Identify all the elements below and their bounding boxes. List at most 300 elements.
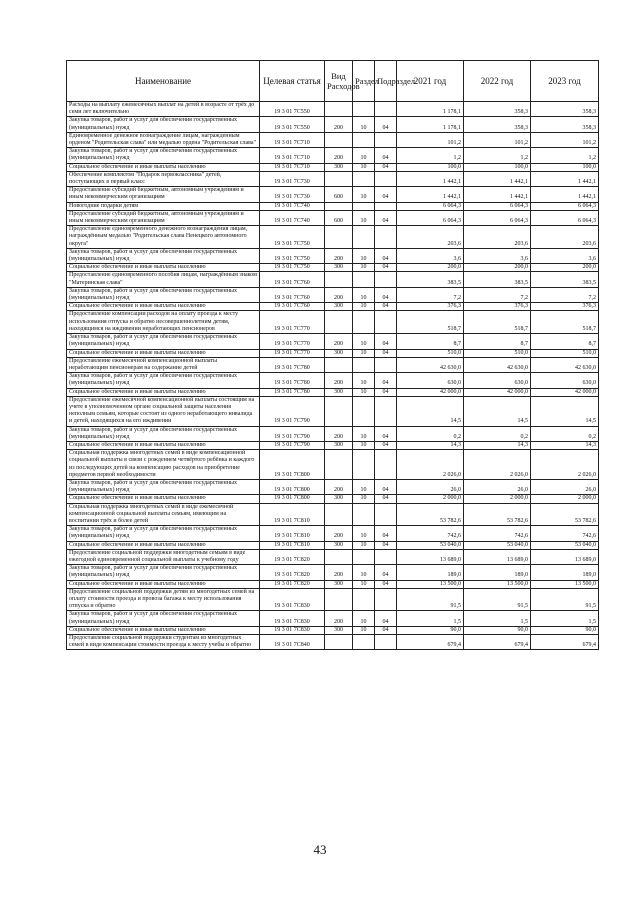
row-amount-2023: 376,3 [531,303,599,311]
table-row [67,148,599,163]
row-expense-type: 600 [325,210,353,225]
row-section: 10 [353,626,375,634]
row-amount-2023: 630,0 [531,373,599,388]
row-section [353,132,375,147]
row-subsection: 04 [375,565,397,580]
row-article: 19 3 01 7С840 [260,635,325,650]
row-subsection: 04 [375,248,397,263]
row-name: Закупка товаров, работ и услуг для обеспечения государственных (муниципальных) нужд [67,287,260,302]
table-body [67,102,599,650]
row-amount-2021: 13 500,0 [397,580,464,588]
table-row [67,187,599,202]
row-amount-2021: 53 040,0 [397,541,464,549]
row-amount-2023: 100,0 [531,163,599,171]
table-header-row [67,61,599,102]
row-expense-type: 300 [325,349,353,357]
row-name: Социальная поддержка многодетных семей в виде компенсационной социальной выплаты в связи с рождением четвёртого ребёнка и каждого из последующих детей на компенсацию расходов на приобретение предметов первой необходимости [67,450,260,480]
row-section: 10 [353,373,375,388]
row-section: 10 [353,541,375,549]
row-subsection: 04 [375,303,397,311]
row-amount-2023: 3,6 [531,248,599,263]
row-article: 19 3 01 7С770 [260,349,325,357]
header-section: Раздел [353,61,375,102]
row-section: 10 [353,163,375,171]
row-subsection [375,635,397,650]
row-article: 19 3 01 7С800 [260,450,325,480]
row-amount-2021: 13 689,0 [397,549,464,564]
row-amount-2022: 3,6 [464,248,531,263]
row-name: Предоставление единовременного пособия лицам, награждённым знаком "Материнская слава" [67,272,260,287]
row-amount-2022: 1,5 [464,611,531,626]
row-amount-2023: 518,7 [531,311,599,334]
row-article: 19 3 01 7С820 [260,580,325,588]
row-amount-2023: 679,4 [531,635,599,650]
row-amount-2023: 42 630,0 [531,357,599,372]
row-amount-2023: 189,0 [531,565,599,580]
row-subsection: 04 [375,287,397,302]
row-section [353,272,375,287]
row-subsection: 04 [375,580,397,588]
row-subsection [375,132,397,147]
header-2022: 2022 год [464,61,531,102]
row-subsection: 04 [375,117,397,132]
row-article: 19 3 01 7С750 [260,264,325,272]
row-amount-2023: 358,3 [531,117,599,132]
row-amount-2021: 53 782,6 [397,503,464,526]
row-amount-2022: 203,6 [464,226,531,249]
row-name: Социальное обеспечение и иные выплаты населению [67,388,260,396]
row-name: Закупка товаров, работ и услуг для обеспечения государственных (муниципальных) нужд [67,117,260,132]
row-article: 19 3 01 7С710 [260,148,325,163]
table-row [67,163,599,171]
row-amount-2023: 200,0 [531,264,599,272]
row-amount-2022: 53 782,6 [464,503,531,526]
header-2021: 2021 год [397,61,464,102]
row-subsection [375,272,397,287]
row-amount-2022: 200,0 [464,264,531,272]
header-article: Целевая статья [260,61,325,102]
row-article: 19 3 01 7С760 [260,287,325,302]
row-amount-2022: 7,2 [464,287,531,302]
row-amount-2023: 358,3 [531,102,599,117]
row-amount-2021: 200,0 [397,264,464,272]
table-row [67,549,599,564]
row-article: 19 3 01 7С770 [260,311,325,334]
row-amount-2023: 0,2 [531,426,599,441]
row-name: Закупка товаров, работ и услуг для обеспечения государственных (муниципальных) нужд [67,479,260,494]
row-subsection: 04 [375,148,397,163]
row-subsection: 04 [375,187,397,202]
row-name: Единовременное денежное вознаграждение лицам, награжденным орденом "Родительская слава" или медалью ордена "Родительская слава" [67,132,260,147]
table-row [67,210,599,225]
table-row [67,541,599,549]
row-amount-2022: 91,5 [464,588,531,611]
row-section: 10 [353,303,375,311]
row-amount-2022: 90,0 [464,626,531,634]
row-expense-type [325,272,353,287]
row-section: 10 [353,441,375,449]
row-name: Предоставление ежемесячной компенсационной выплаты состоящим на учете в уполномоченном органе социальной защиты населения неполным семьям, которые состоят из одного неработающего инвалида и детей, находящихся на его иждивении [67,396,260,426]
row-amount-2022: 0,2 [464,426,531,441]
row-amount-2022: 6 064,3 [464,210,531,225]
table-row [67,132,599,147]
row-expense-type: 300 [325,495,353,503]
row-expense-type: 200 [325,526,353,541]
row-article: 19 3 01 7С710 [260,132,325,147]
row-name: Социальная поддержка многодетных семей в виде ежемесячной компенсационной социальной выплаты семьям, имеющим на воспитании трёх и более детей [67,503,260,526]
row-amount-2021: 189,0 [397,565,464,580]
row-article: 19 3 01 7С770 [260,334,325,349]
row-expense-type: 200 [325,611,353,626]
row-expense-type [325,132,353,147]
row-amount-2021: 6 064,3 [397,210,464,225]
row-name: Закупка товаров, работ и услуг для обеспечения государственных (муниципальных) нужд [67,426,260,441]
row-amount-2022: 101,2 [464,132,531,147]
row-subsection [375,503,397,526]
row-amount-2021: 518,7 [397,311,464,334]
row-section: 10 [353,388,375,396]
row-expense-type [325,357,353,372]
row-name: Обеспечение комплектом "Подарок первоклассника" детей, поступающих в первый класс [67,171,260,186]
row-subsection [375,357,397,372]
row-section: 10 [353,526,375,541]
row-amount-2023: 1 442,1 [531,187,599,202]
row-amount-2022: 742,6 [464,526,531,541]
row-section [353,171,375,186]
row-amount-2022: 13 689,0 [464,549,531,564]
row-name: Предоставление компенсации расходов на оплату проезда к месту использования отпуска и обратно несовершеннолетним детям, находящимся на иждивении неработающих пенсионеров [67,311,260,334]
row-name: Предоставление социальной поддержки детям из многодетных семей на оплату стоимости проезда и провоза багажа к месту использования отпуска и обратно [67,588,260,611]
row-article: 19 3 01 7С800 [260,479,325,494]
row-amount-2023: 2 026,0 [531,450,599,480]
row-amount-2021: 1 442,1 [397,187,464,202]
row-name: Предоставление субсидий бюджетным, автономным учреждениям и иным некоммерческим организациям [67,187,260,202]
table-row [67,503,599,526]
row-article: 19 3 01 7С830 [260,626,325,634]
row-amount-2023: 91,5 [531,588,599,611]
row-section [353,102,375,117]
row-subsection [375,171,397,186]
row-expense-type: 200 [325,334,353,349]
row-section: 10 [353,148,375,163]
row-name: Предоставление ежемесячной компенсационной выплаты неработающим пенсионерам на содержание детей [67,357,260,372]
row-section: 10 [353,287,375,302]
row-name: Социальное обеспечение и иные выплаты населению [67,541,260,549]
row-section: 10 [353,580,375,588]
row-subsection [375,202,397,210]
row-section [353,588,375,611]
row-subsection: 04 [375,334,397,349]
row-amount-2022: 53 040,0 [464,541,531,549]
row-amount-2022: 8,7 [464,334,531,349]
row-subsection: 04 [375,388,397,396]
table-row [67,450,599,480]
table-row [67,396,599,426]
table-row [67,388,599,396]
row-article: 19 3 01 7С760 [260,272,325,287]
row-expense-type [325,311,353,334]
row-expense-type: 300 [325,163,353,171]
row-expense-type [325,450,353,480]
row-article: 19 3 01 7С750 [260,248,325,263]
row-expense-type [325,102,353,117]
row-expense-type: 200 [325,479,353,494]
row-subsection: 04 [375,611,397,626]
row-section [353,226,375,249]
row-amount-2022: 2 026,0 [464,450,531,480]
row-name: Закупка товаров, работ и услуг для обеспечения государственных (муниципальных) нужд [67,334,260,349]
row-amount-2023: 8,7 [531,334,599,349]
row-amount-2023: 203,6 [531,226,599,249]
table-row [67,303,599,311]
header-expense-type: Вид Расходов [325,61,353,102]
table-row [67,171,599,186]
row-amount-2022: 42 630,0 [464,357,531,372]
row-subsection [375,226,397,249]
row-section [353,357,375,372]
row-article: 19 3 01 7С550 [260,117,325,132]
row-expense-type: 300 [325,303,353,311]
row-expense-type: 200 [325,565,353,580]
row-name: Предоставление субсидий бюджетным, автономным учреждениям и иным некоммерческим организациям [67,210,260,225]
table-row [67,479,599,494]
row-article: 19 3 01 7С830 [260,588,325,611]
row-amount-2021: 90,0 [397,626,464,634]
row-section [353,549,375,564]
row-amount-2023: 13 500,0 [531,580,599,588]
row-article: 19 3 01 7С780 [260,357,325,372]
row-amount-2021: 2 000,0 [397,495,464,503]
row-amount-2021: 742,6 [397,526,464,541]
row-section: 10 [353,117,375,132]
row-amount-2021: 101,2 [397,132,464,147]
table-row [67,311,599,334]
row-amount-2023: 383,5 [531,272,599,287]
row-article: 19 3 01 7С710 [260,163,325,171]
row-amount-2021: 7,2 [397,287,464,302]
row-amount-2021: 26,0 [397,479,464,494]
table-row [67,334,599,349]
row-subsection: 04 [375,163,397,171]
row-expense-type: 200 [325,148,353,163]
row-section [353,635,375,650]
row-article: 19 3 01 7С730 [260,171,325,186]
row-amount-2022: 679,4 [464,635,531,650]
table-row [67,635,599,650]
row-name: Закупка товаров, работ и услуг для обеспечения государственных (муниципальных) нужд [67,565,260,580]
row-amount-2021: 0,2 [397,426,464,441]
row-amount-2022: 518,7 [464,311,531,334]
row-expense-type [325,635,353,650]
row-subsection: 04 [375,495,397,503]
row-amount-2022: 14,3 [464,441,531,449]
row-amount-2021: 2 026,0 [397,450,464,480]
row-amount-2023: 14,3 [531,441,599,449]
row-subsection [375,588,397,611]
row-section: 10 [353,565,375,580]
row-section: 10 [353,611,375,626]
row-amount-2023: 101,2 [531,132,599,147]
table-row [67,117,599,132]
row-name: Социальное обеспечение и иные выплаты населению [67,349,260,357]
row-amount-2021: 1 178,1 [397,117,464,132]
row-amount-2023: 53 040,0 [531,541,599,549]
row-article: 19 3 01 7С790 [260,426,325,441]
row-name: Предоставление единовременного денежного вознаграждения лицам, награждённым медалью "Родительская слава Ненецкого автономного округа" [67,226,260,249]
row-article: 19 3 01 7С810 [260,541,325,549]
row-name: Предоставление социальной поддержки студентам из многодетных семей в виде компенсации стоимости проезда к месту учебы и обратно [67,635,260,650]
row-expense-type [325,503,353,526]
row-article: 19 3 01 7С820 [260,565,325,580]
row-amount-2021: 3,6 [397,248,464,263]
row-article: 19 3 01 7С800 [260,495,325,503]
row-expense-type [325,226,353,249]
row-amount-2022: 26,0 [464,479,531,494]
row-amount-2023: 2 000,0 [531,495,599,503]
row-section: 10 [353,349,375,357]
row-amount-2022: 358,3 [464,102,531,117]
row-amount-2021: 1 178,1 [397,102,464,117]
row-subsection: 04 [375,626,397,634]
row-amount-2022: 2 000,0 [464,495,531,503]
row-amount-2021: 1,5 [397,611,464,626]
row-expense-type [325,202,353,210]
row-subsection: 04 [375,264,397,272]
row-name: Социальное обеспечение и иные выплаты населению [67,626,260,634]
table-row [67,588,599,611]
table-row [67,426,599,441]
table-row [67,526,599,541]
row-name: Закупка товаров, работ и услуг для обеспечения государственных (муниципальных) нужд [67,148,260,163]
row-expense-type: 300 [325,388,353,396]
row-name: Новогодние подарки детям [67,202,260,210]
row-name: Расходы на выплату ежемесячных выплат на детей в возрасте от трёх до семи лет включительно [67,102,260,117]
row-amount-2022: 358,3 [464,117,531,132]
table-row [67,565,599,580]
row-expense-type: 300 [325,441,353,449]
row-amount-2022: 13 500,0 [464,580,531,588]
row-section [353,311,375,334]
row-amount-2023: 1,2 [531,148,599,163]
table-row [67,349,599,357]
row-amount-2023: 90,0 [531,626,599,634]
row-name: Предоставление социальной поддержки многодетным семьям в виде ежегодной единовременной социальной выплаты к учебному году [67,549,260,564]
header-subsection: Подраздел [375,61,397,102]
row-expense-type: 200 [325,117,353,132]
row-amount-2021: 1,2 [397,148,464,163]
row-expense-type [325,588,353,611]
row-amount-2023: 6 064,3 [531,210,599,225]
table-row [67,373,599,388]
row-amount-2022: 100,0 [464,163,531,171]
table-row [67,226,599,249]
row-section [353,396,375,426]
row-name: Социальное обеспечение и иные выплаты населению [67,580,260,588]
row-article: 19 3 01 7С820 [260,549,325,564]
row-article: 19 3 01 7С760 [260,303,325,311]
row-article: 19 3 01 7С550 [260,102,325,117]
row-expense-type: 300 [325,626,353,634]
row-expense-type: 200 [325,248,353,263]
row-amount-2023: 13 689,0 [531,549,599,564]
row-subsection: 04 [375,479,397,494]
row-article: 19 3 01 7С740 [260,210,325,225]
page-number: 43 [313,842,327,857]
table-row [67,580,599,588]
row-amount-2023: 26,0 [531,479,599,494]
row-article: 19 3 01 7С750 [260,226,325,249]
table-row [67,626,599,634]
row-amount-2023: 42 000,0 [531,388,599,396]
row-amount-2022: 510,0 [464,349,531,357]
row-section: 10 [353,495,375,503]
row-amount-2022: 14,5 [464,396,531,426]
row-name: Социальное обеспечение и иные выплаты населению [67,163,260,171]
row-name: Закупка товаров, работ и услуг для обеспечения государственных (муниципальных) нужд [67,611,260,626]
row-expense-type [325,171,353,186]
row-amount-2021: 14,3 [397,441,464,449]
row-section: 10 [353,426,375,441]
row-amount-2021: 383,5 [397,272,464,287]
row-subsection: 04 [375,441,397,449]
row-article: 19 3 01 7С730 [260,187,325,202]
row-article: 19 3 01 7С740 [260,202,325,210]
row-name: Социальное обеспечение и иные выплаты населению [67,264,260,272]
row-amount-2023: 1 442,1 [531,171,599,186]
row-amount-2021: 91,5 [397,588,464,611]
row-article: 19 3 01 7С810 [260,526,325,541]
row-amount-2021: 1 442,1 [397,171,464,186]
row-amount-2022: 1,2 [464,148,531,163]
row-amount-2021: 42 630,0 [397,357,464,372]
table-row [67,272,599,287]
row-amount-2021: 376,3 [397,303,464,311]
row-subsection [375,549,397,564]
row-amount-2021: 100,0 [397,163,464,171]
row-amount-2021: 630,0 [397,373,464,388]
row-article: 19 3 01 7С780 [260,388,325,396]
row-amount-2023: 7,2 [531,287,599,302]
row-subsection: 04 [375,373,397,388]
row-subsection [375,311,397,334]
row-article: 19 3 01 7С830 [260,611,325,626]
row-subsection: 04 [375,426,397,441]
row-section: 10 [353,479,375,494]
table-row [67,441,599,449]
header-2023: 2023 год [531,61,599,102]
row-subsection: 04 [375,210,397,225]
row-amount-2021: 510,0 [397,349,464,357]
row-expense-type: 600 [325,187,353,202]
row-name: Социальное обеспечение и иные выплаты населению [67,495,260,503]
row-subsection: 04 [375,526,397,541]
row-amount-2023: 14,5 [531,396,599,426]
row-section [353,450,375,480]
row-name: Закупка товаров, работ и услуг для обеспечения государственных (муниципальных) нужд [67,526,260,541]
table-row [67,495,599,503]
row-section: 10 [353,334,375,349]
row-amount-2021: 8,7 [397,334,464,349]
row-name: Социальное обеспечение и иные выплаты населению [67,441,260,449]
row-amount-2022: 383,5 [464,272,531,287]
row-amount-2022: 1 442,1 [464,187,531,202]
row-amount-2023: 53 782,6 [531,503,599,526]
row-amount-2023: 6 064,3 [531,202,599,210]
row-expense-type [325,549,353,564]
table-row [67,264,599,272]
row-amount-2022: 42 000,0 [464,388,531,396]
row-amount-2021: 42 000,0 [397,388,464,396]
